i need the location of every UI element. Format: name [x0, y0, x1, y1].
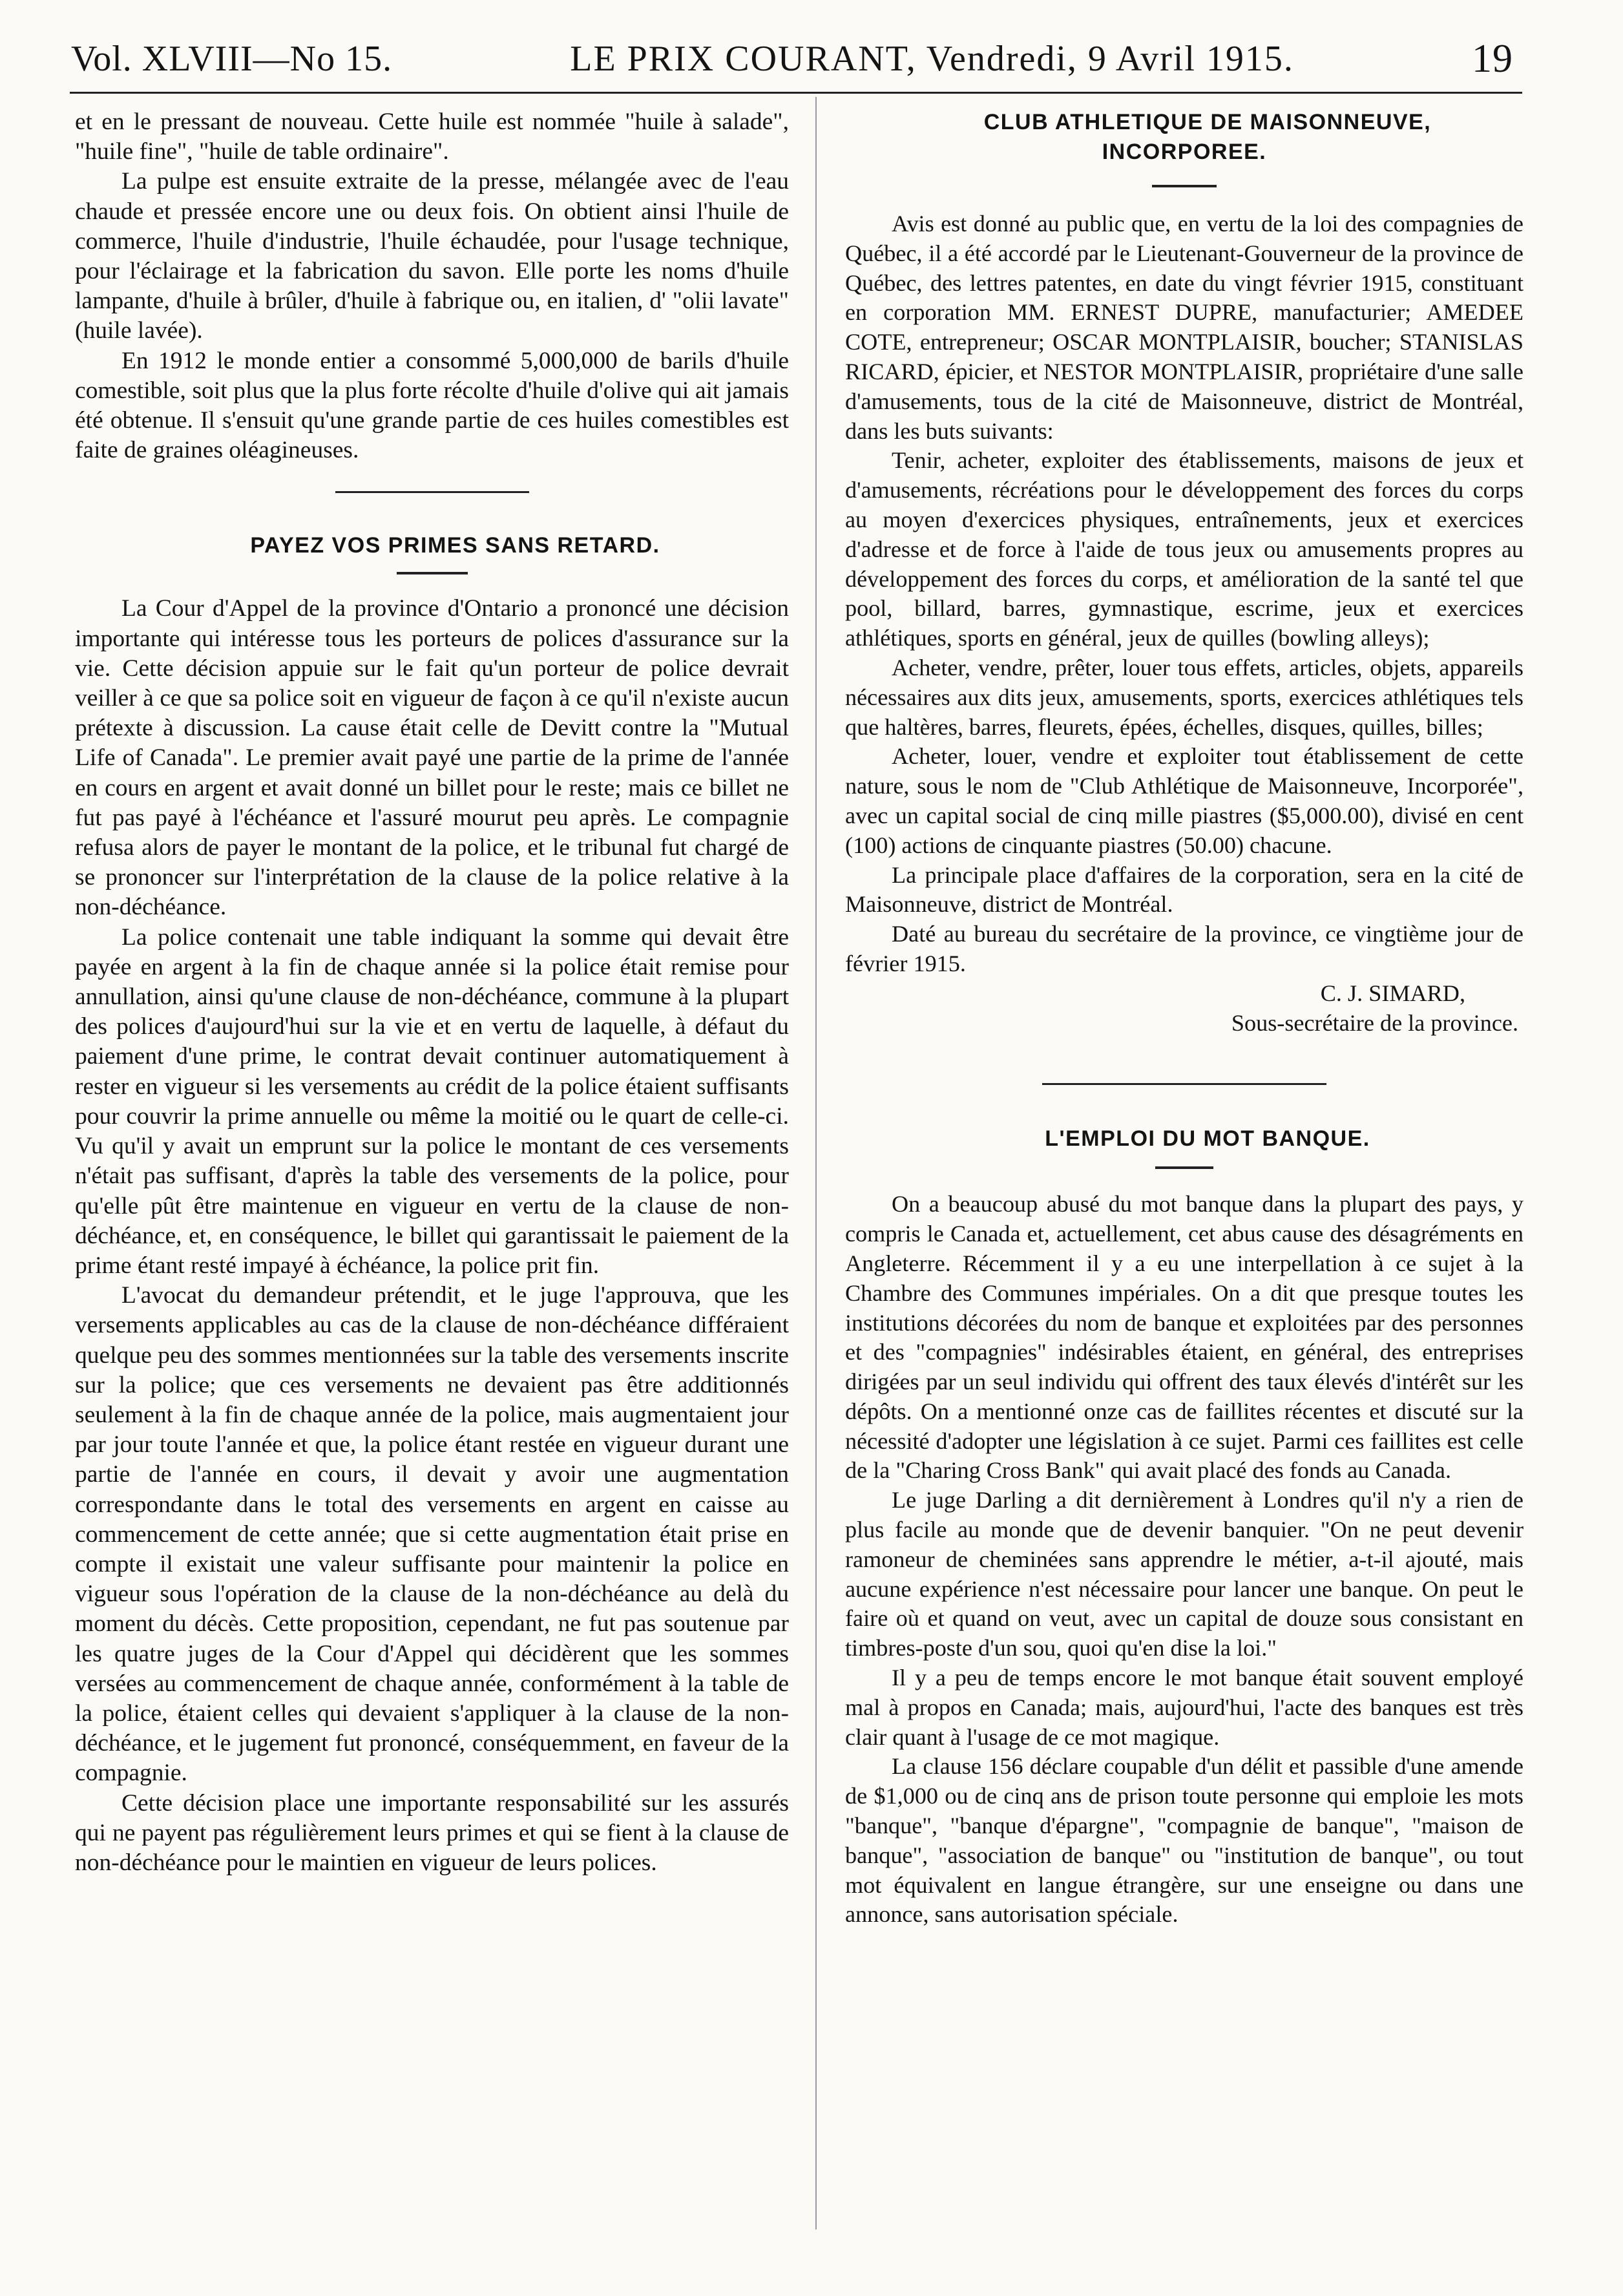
signature-title: Sous-secrétaire de la province. — [1231, 1009, 1518, 1036]
body-paragraph: Cette décision place une importante responsabilité sur les assurés qui ne payent pas régulièrement leurs primes et qui se fient à la clause de non-déchéance pour le maintien en vigueur de leurs polices. — [75, 1789, 789, 1876]
body-paragraph: La clause 156 déclare coupable d'un délit et passible d'une amende de $1,000 ou de cinq ans de prison toute personne qui emploie les mots "banque", "banque d'épargne", "compagnie de banque", "maison de banque", "association de banque" ou "institution de banque", ou tout mot équivalent en langue étrangère, sur une enseigne ou dans une annonce, sans autorisation spéciale. — [845, 1753, 1524, 1928]
article-title-primes: PAYEZ VOS PRIMES SANS RETARD. — [250, 533, 660, 558]
body-paragraph: Il y a peu de temps encore le mot banque était souvent employé mal à propos en Canada; mais, aujourd'hui, l'acte des banques est très clair quant à l'usage de ce mot magique. — [845, 1665, 1524, 1750]
body-paragraph: En 1912 le monde entier a consommé 5,000,000 de barils d'huile comestible, soit plus que la plus forte récolte d'huile d'olive qui ait jamais été obtenue. Il s'ensuit qu'une grande partie de ces huiles comestibles est faite de graines oléagineuses. — [75, 347, 789, 464]
body-paragraph: Tenir, acheter, exploiter des établissements, maisons de jeux et d'amusements, récréations pour le développement des forces du corps au moyen d'exercices physiques, entraînements, jeux et exercices d'adresse et de force à l'aide de tous jeux ou amusements propres au développement des forces du corps, et amélioration de la santé tel que pool, billard, barres, gymnastique, escrime, jeux et exercices athlétiques, sports en général, jeux de quilles (bowling alleys); — [845, 447, 1524, 651]
body-paragraph: Le juge Darling a dit dernièrement à Londres qu'il n'y a rien de plus facile au monde que de devenir banquier. "On ne peut devenir ramoneur de cheminées sans apprendre le métier, a-t-il ajouté, mais aucune expérience n'est nécessaire pour lancer une banque. On peut le faire où et quand on veut, avec un capital de douze sous consistant en timbres-poste d'un sou, quoi qu'en dise la loi." — [845, 1487, 1524, 1661]
column-divider — [815, 97, 817, 2229]
body-paragraph: L'avocat du demandeur prétendit, et le juge l'approuva, que les versements applicables au cas de la clause de non-déchéance différaient quelque peu des sommes mentionnées sur la table des versements inscrite sur la police; que ces versements ne devaient pas être additionnés seulement à la fin de chaque année de la police, mais augmentaient jour par jour toute l'année et que, la police étant restée en vigueur durant une partie de l'année en cours, il devait y avoir une augmentation correspondante dans le total des versements en argent en caisse au commencement de cette année; que si cette augmentation était prise en compte il existait une valeur suffisante pour maintenir la police en vigueur sous l'opération de la clause de la non-déchéance au delà du moment du décès. Cette proposition, cependant, ne fut pas soutenue par les quatre juges de la Cour d'Appel qui décidèrent que les sommes versées au commencement de chaque année, conformément à la table de la police, étaient celles qui devaient s'appliquer à la clause de la non-déchéance, et le jugement fut prononcé, conséquemment, en faveur de la compagnie. — [75, 1282, 789, 1787]
masthead-title-date: LE PRIX COURANT, Vendredi, 9 Avril 1915. — [570, 39, 1294, 79]
page-number: 19 — [1472, 36, 1513, 81]
header-rule — [70, 92, 1522, 94]
body-paragraph: La Cour d'Appel de la province d'Ontario a prononcé une décision importante qui intéresse tous les porteurs de polices d'assurance sur la vie. Cette décision appuie sur le fait qu'un porteur de police devrait veiller à ce que sa police soit en vigueur de façon à ce qu'il n'existe aucun prétexte à discussion. La cause était celle de Devitt contre la "Mutual Life of Canada". Le premier avait payé une partie de la prime de l'année en cours en argent et avait donné un billet pour le reste; mais ce billet ne fut pas payé à l'échéance et l'assuré mourut peu après. Le compagnie refusa alors de payer le montant de la police, et le tribunal fut chargé de se prononcer sur l'interprétation de la clause de la police relative à la non-déchéance. — [75, 595, 789, 921]
right-column — [845, 107, 1524, 1930]
continued-paragraph: et en le pressant de nouveau. Cette huile est nommée "huile à salade", "huile fine", "huile de table ordinaire". — [75, 109, 789, 165]
body-paragraph: On a beaucoup abusé du mot banque dans la plupart des pays, y compris le Canada et, actuellement, cet abus cause des désagréments en Angleterre. Récemment il y a eu une interpellation à ce sujet à la Chambre des Communes impériales. On a dit que presque toutes les institutions décorées du nom de banque et exploitées par des personnes et des "compagnies" indésirables étaient, en général, des entreprises dirigées par un seul individu qui offrent des taux élevés d'intérêt sur les dépôts. On a mentionné onze cas de faillites récentes et discuté sur la nécessité d'adopter une législation à ce sujet. Parmi ces faillites est celle de la "Charing Cross Bank" qui avait placé des fonds au Canada. — [845, 1191, 1524, 1484]
signature-name: C. J. SIMARD, — [1320, 980, 1465, 1006]
article-title-banque: L'EMPLOI DU MOT BANQUE. — [1045, 1126, 1370, 1152]
body-paragraph: La police contenait une table indiquant la somme qui devait être payée en argent à la fin de chaque année si la police était remise pour annullation, ainsi qu'une clause de non-déchéance, commune à la plupart des polices d'aujourd'hui sur la vie et en vertu de laquelle, à défaut du paiement d'une prime, le contrat devait continuer automatiquement à rester en vigueur si les versements au crédit de la police étaient suffisants pour couvrir la prime annuelle ou même la moitié ou le quart de celle-ci. Vu qu'il y avait un emprunt sur la police le montant de ces versements n'était pas suffisant, d'après la table des versements de la police, pour qu'elle pût être maintenue en vigueur en vertu de la clause de non-déchéance, et, en conséquence, le billet qui garantissait le paiement de la prime étant resté impayé à échéance, la police prit fin. — [75, 923, 789, 1279]
page-header — [71, 31, 1518, 87]
body-paragraph: La principale place d'affaires de la corporation, sera en la cité de Maisonneuve, district de Montréal. — [845, 861, 1524, 918]
volume-number: Vol. XLVIII—No 15. — [71, 39, 393, 79]
body-paragraph: Daté au bureau du secrétaire de la province, ce vingtième jour de février 1915. — [845, 921, 1524, 976]
body-paragraph: Acheter, vendre, prêter, louer tous effets, articles, objets, appareils nécessaires aux dits jeux, amusements, sports, exercices athlétiques tels que haltères, barres, fleurets, épées, échelles, disques, quilles, billes; — [845, 654, 1524, 740]
body-paragraph: La pulpe est ensuite extraite de la presse, mélangée avec de l'eau chaude et pressée encore une ou deux fois. On obtient ainsi l'huile de commerce, l'huile d'industrie, l'huile échaudée, pour l'usage technique, pour l'éclairage et la fabrication du savon. Elle porte les noms d'huile lampante, d'huile à brûler, d'huile à fabrique ou, en italien, d' "olii lavate" (huile lavée). — [75, 168, 789, 344]
body-paragraph: Acheter, louer, vendre et exploiter tout établissement de cette nature, sous le nom de "Club Athlétique de Maisonneuve, Incorporée", avec un capital social de cinq mille piastres ($5,000.00), divisé en cent (100) actions de cinquante piastres (50.00) chacune. — [845, 743, 1524, 858]
article-title-club: CLUB ATHLETIQUE DE MAISONNEUVE, INCORPOREE. — [983, 110, 1432, 164]
body-paragraph: Avis est donné au public que, en vertu de la loi des compagnies de Québec, il a été accordé par le Lieutenant-Gouverneur de la province de Québec, des lettres patentes, en date du vingt février 1915, constituant en corporation MM. ERNEST DUPRE, manufacturier; AMEDEE COTE, entrepreneur; OSCAR MONTPLAISIR, boucher; STANISLAS RICARD, épicier, et NESTOR MONTPLAISIR, propriétaire d'une salle d'amusements, tous de la cité de Maisonneuve, district de Montréal, dans les buts suivants: — [845, 211, 1524, 444]
left-column — [75, 107, 789, 1878]
